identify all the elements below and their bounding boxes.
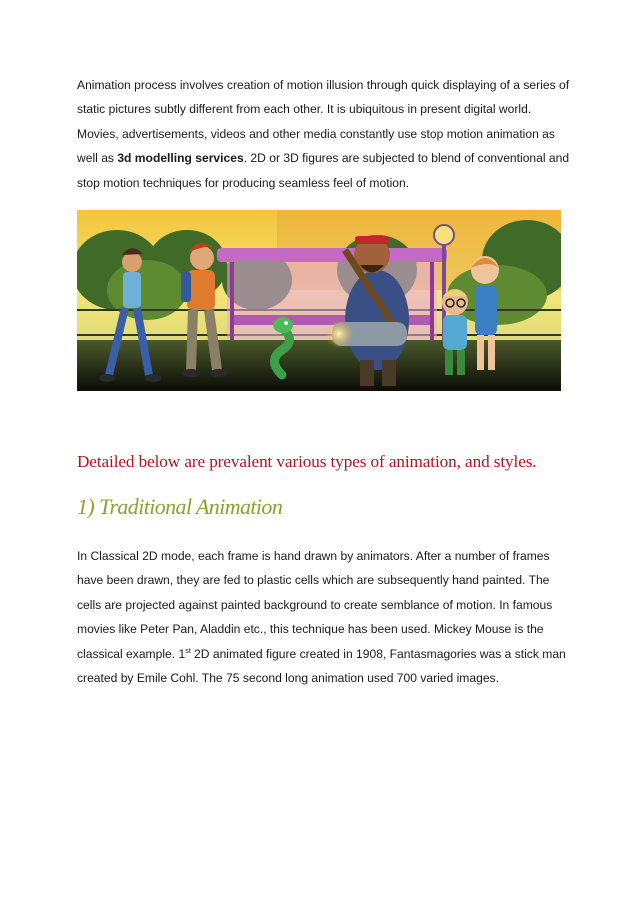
intro-line-1: Animation process involves creation of motion illusion through quick displaying of a series of (77, 78, 570, 92)
traditional-line-6: created by Emile Cohl. The 75 second long animation used 700 varied images. (77, 671, 499, 686)
intro-line-4 (77, 146, 577, 170)
intro-paragraph (77, 73, 577, 195)
traditional-line-5-start: classical example. 1 (77, 646, 186, 661)
traditional-line-5-end: 2D animated figure created in 1908, Fantasmagories was a stick man (190, 646, 566, 661)
intro-line-4-end: . 2D or 3D figures are subjected to blend of conventional and (243, 151, 570, 166)
traditional-line-3: cells are projected against painted background to create semblance of motion. In famous (77, 597, 553, 612)
animation-characters-illustration (77, 210, 561, 391)
traditional-line-5 (77, 642, 577, 666)
ordinal-superscript: st (185, 647, 191, 655)
intro-line-5: stop motion techniques for producing seamless feel of motion. (77, 175, 410, 190)
traditional-animation-heading: 1) Traditional Animation (77, 494, 283, 519)
traditional-line-4: movies like Peter Pan, Aladdin etc., this technique has been used. Mickey Mouse is the (77, 622, 544, 637)
types-section-heading: Detailed below are prevalent various types of animation, and styles. (77, 452, 537, 471)
intro-line-2: static pictures subtly different from each other. It is ubiquitous in present digital world. (77, 102, 532, 117)
traditional-line-2: have been drawn, they are fed to plastic cells which are subsequently hand painted. The (77, 573, 550, 588)
intro-line-4-start: well as (77, 151, 118, 166)
traditional-line-1: In Classical 2D mode, each frame is hand drawn by animators. After a number of frames (77, 549, 550, 563)
modelling-services-link-text: 3d modelling services (117, 151, 244, 166)
traditional-paragraph (77, 544, 577, 690)
intro-line-3: Movies, advertisements, videos and other media constantly use stop motion animation as (77, 126, 555, 141)
